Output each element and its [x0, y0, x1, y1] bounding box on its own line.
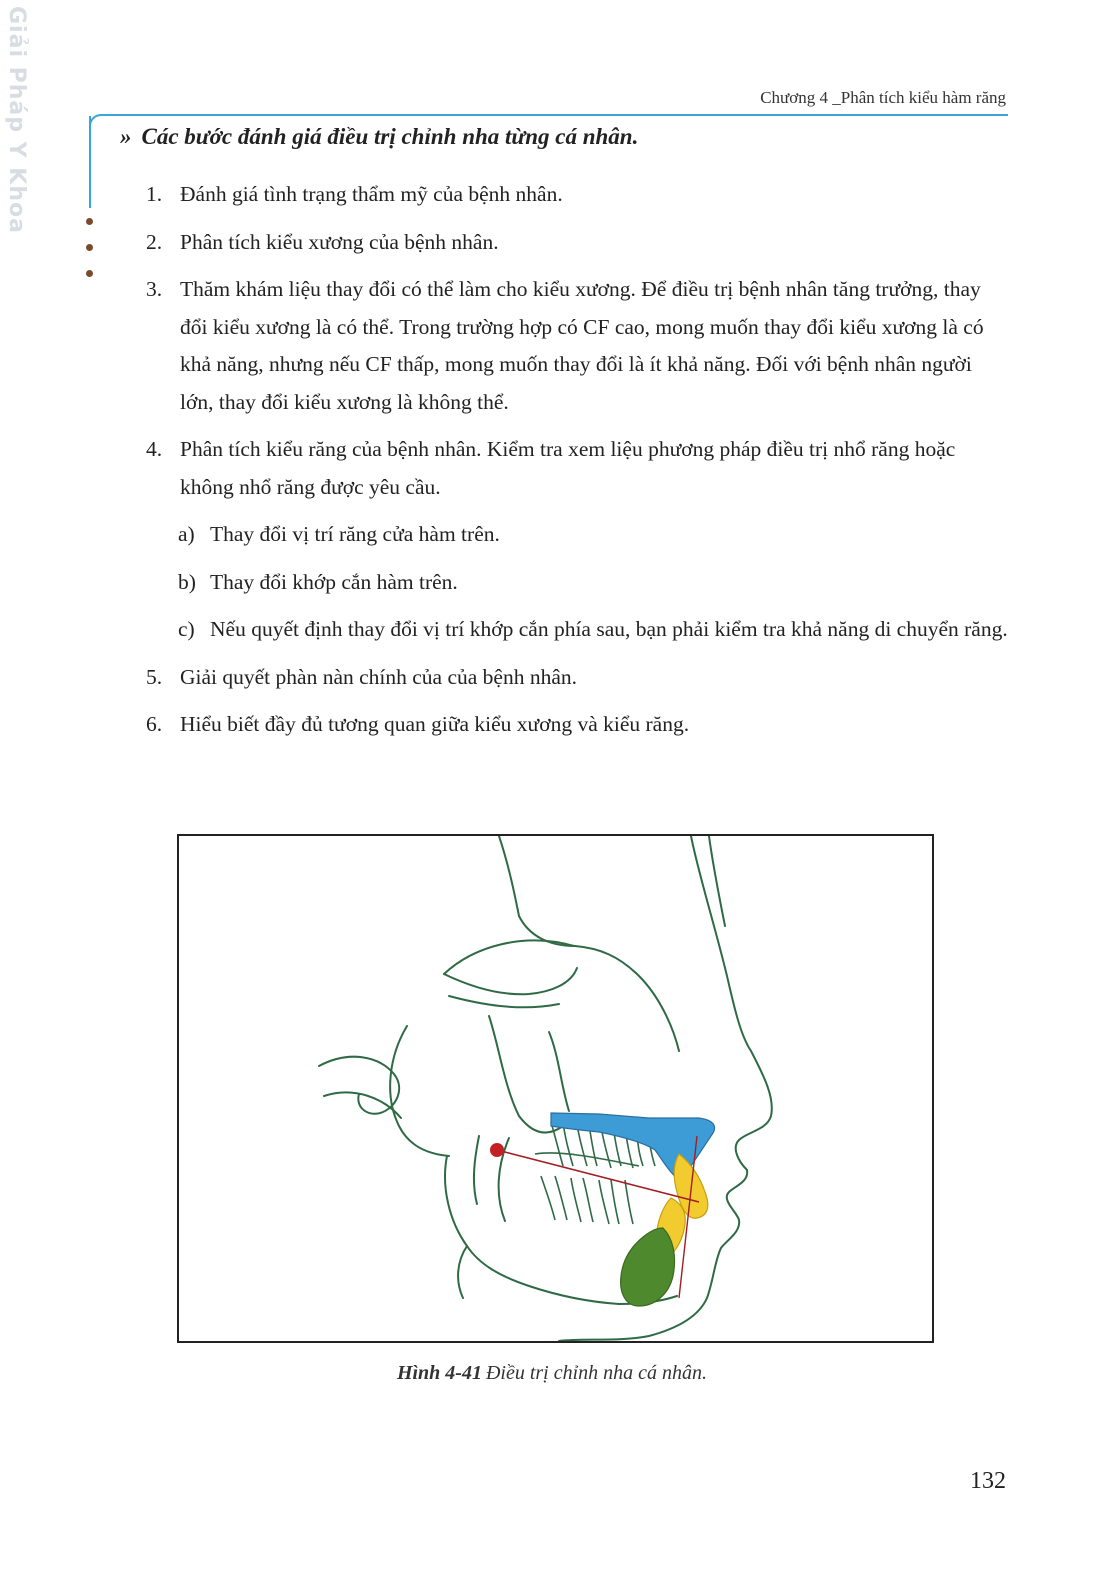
- sub-text: Nếu quyết định thay đổi vị trí khớp cắn phía sau, bạn phải kiểm tra khả năng di chuyển răng.: [210, 617, 1008, 641]
- step-number: 3.: [146, 277, 163, 301]
- reference-point: [490, 1143, 504, 1157]
- steps-list: [146, 176, 1008, 754]
- margin-dot: [86, 218, 93, 225]
- figure-caption: [0, 1362, 1104, 1385]
- step-text: Phân tích kiểu xương của bệnh nhân.: [180, 229, 499, 254]
- step-text: Đánh giá tình trạng thẩm mỹ của bệnh nhân.: [180, 182, 563, 206]
- list-item: [146, 176, 1008, 214]
- list-item: [146, 659, 1008, 697]
- list-item: [146, 706, 1008, 744]
- sub-label: c): [178, 617, 195, 641]
- step-text: Phân tích kiểu răng của bệnh nhân. Kiểm tra xem liệu phương pháp điều trị nhổ răng hoặc không nhổ răng được yêu cầu.: [180, 437, 956, 499]
- sub-text: Thay đổi khớp cắn hàm trên.: [210, 569, 458, 594]
- list-item: [146, 271, 1008, 421]
- step-text: Giải quyết phàn nàn chính của của bệnh nhân.: [180, 664, 578, 689]
- header-corner: [89, 114, 103, 128]
- step-text: Hiểu biết đầy đủ tương quan giữa kiểu xương và kiểu răng.: [180, 712, 690, 736]
- chapter-header: Chương 4 _Phân tích kiểu hàm răng: [760, 88, 1006, 107]
- step-number: 1.: [146, 182, 163, 206]
- sub-text: Thay đổi vị trí răng cửa hàm trên.: [210, 522, 500, 546]
- sub-list-item: [178, 611, 1008, 649]
- step-number: 5.: [146, 664, 163, 689]
- sub-label: b): [178, 569, 196, 594]
- caption-label: Hình 4-41: [396, 1362, 482, 1384]
- margin-bracket: [89, 116, 91, 208]
- cephalometric-tracing: [179, 836, 932, 1341]
- sub-list-item: [178, 564, 1008, 602]
- sub-list-item: [178, 516, 1008, 554]
- section-heading: [120, 124, 638, 150]
- watermark: Giải Pháp Y Khoa: [4, 6, 29, 234]
- skull-outline: [319, 836, 772, 1341]
- page-number: 132: [970, 1468, 1006, 1494]
- margin-dot: [86, 270, 93, 277]
- sub-label: a): [178, 522, 195, 546]
- section-title: Các bước đánh giá điều trị chỉnh nha từng cá nhân.: [141, 124, 639, 149]
- step-text: Thăm khám liệu thay đổi có thể làm cho kiểu xương. Để điều trị bệnh nhân tăng trưởng, thay đổi kiểu xương là có thể. Trong trường hợp có CF cao, mong muốn thay đổi kiểu xương là có khả năng, nhưng nếu CF thấp, mong muốn thay đổi là ít khả năng. Đối với bệnh nhân người lớn, thay đổi kiểu xương là không thể.: [180, 277, 984, 414]
- step-number: 4.: [146, 437, 163, 461]
- margin-dot: [86, 244, 93, 251]
- caption-text: Điều trị chỉnh nha cá nhân.: [485, 1362, 708, 1384]
- list-item: [146, 431, 1008, 506]
- header-rule: [100, 114, 1008, 116]
- cephalometric-figure: [177, 834, 934, 1343]
- list-item: [146, 224, 1008, 262]
- step-number: 6.: [146, 712, 163, 736]
- step-number: 2.: [146, 229, 163, 254]
- chin-symphysis: [621, 1228, 675, 1306]
- chevron-marker-icon: »: [120, 124, 132, 149]
